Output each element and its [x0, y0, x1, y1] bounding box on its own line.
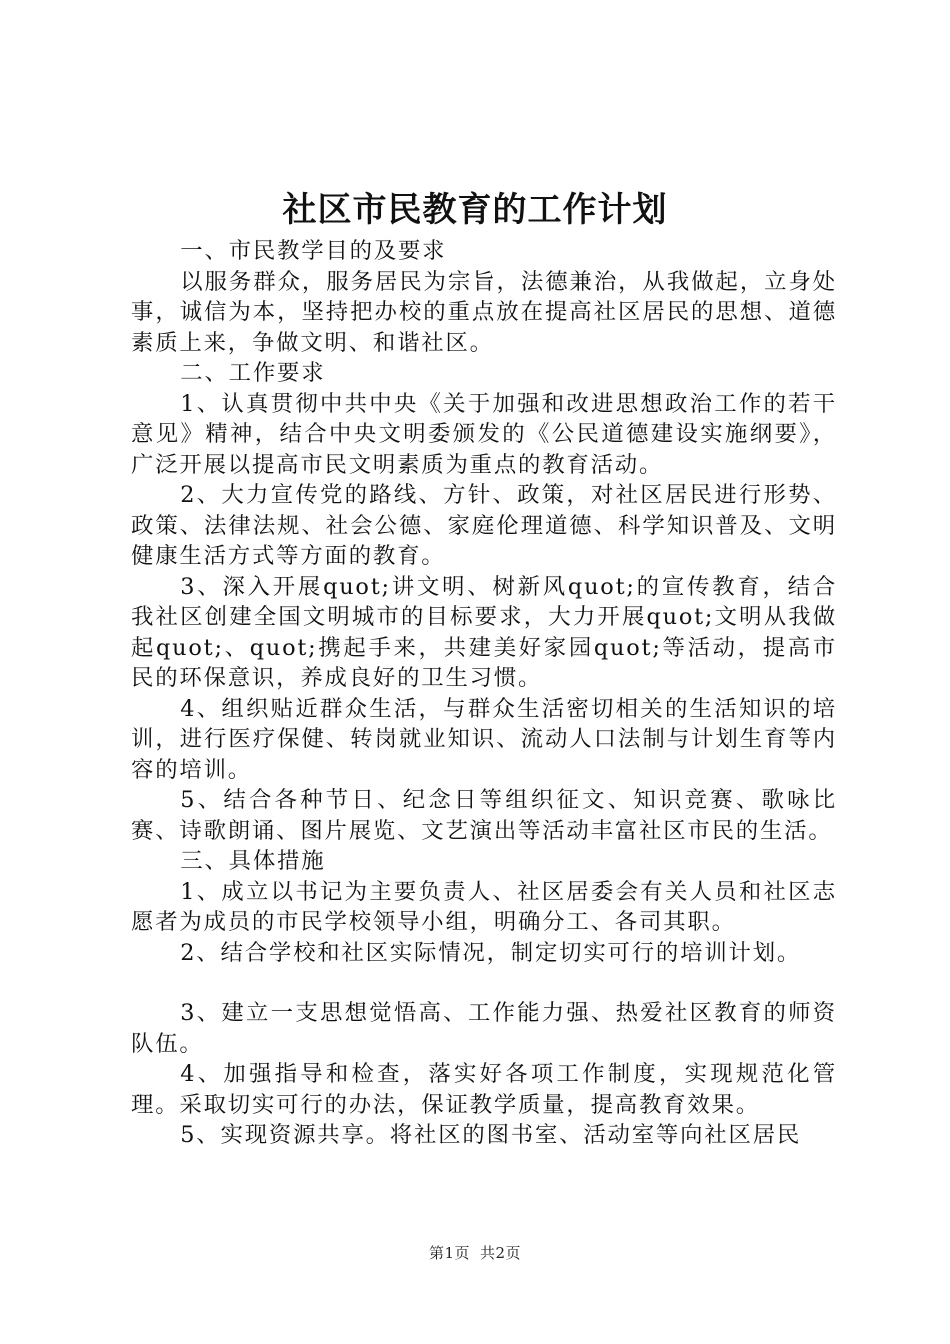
section-heading-2: 二、工作要求	[180, 360, 326, 386]
paragraph: 5、结合各种节日、纪念日等组织征文、知识竞赛、歌咏比赛、诗歌朗诵、图片展览、文艺演出等活动丰富社区市民的生活。	[131, 787, 837, 844]
paragraph: 2、结合学校和社区实际情况，制定切实可行的培训计划。	[180, 939, 802, 966]
document-body	[131, 236, 837, 1151]
paragraph: 3、深入开展quot;讲文明、树新风quot;的宣传教育，结合我社区创建全国文明城市的目标要求，大力开展quot;文明从我做起quot;、quot;携起手来，共建美好家园quot;等活动，提高市民的环保意识，养成良好的卫生习惯。	[131, 573, 837, 691]
section-heading-1: 一、市民教学目的及要求	[180, 238, 447, 264]
paragraph: 3、建立一支思想觉悟高、工作能力强、热爱社区教育的师资队伍。	[131, 1000, 837, 1057]
page-number: 第1页	[428, 1244, 470, 1262]
paragraph: 4、加强指导和检查，落实好各项工作制度，实现规范化管理。采取切实可行的办法，保证教学质量，提高教育效果。	[131, 1061, 837, 1118]
section-heading-3: 三、具体措施	[180, 848, 326, 874]
paragraph: 4、组织贴近群众生活，与群众生活密切相关的生活知识的培训，进行医疗保健、转岗就业知识、流动人口法制与计划生育等内容的培训。	[131, 695, 837, 783]
page-footer	[0, 1243, 950, 1263]
paragraph: 1、成立以书记为主要负责人、社区居委会有关人员和社区志愿者为成员的市民学校领导小组，明确分工、各司其职。	[131, 878, 837, 935]
paragraph: 2、大力宣传党的路线、方针、政策，对社区居民进行形势、政策、法律法规、社会公德、家庭伦理道德、科学知识普及、文明健康生活方式等方面的教育。	[131, 482, 837, 569]
paragraph: 5、实现资源共享。将社区的图书室、活动室等向社区居民	[180, 1122, 802, 1148]
document-title: 社区市民教育的工作计划	[282, 190, 668, 230]
page-total: 共2页	[480, 1244, 522, 1262]
paragraph: 以服务群众，服务居民为宗旨，法德兼治，从我做起，立身处事，诚信为本，坚持把办校的重点放在提高社区居民的思想、道德素质上来，争做文明、和谐社区。	[131, 268, 837, 356]
paragraph: 1、认真贯彻中共中央《关于加强和改进思想政治工作的若干意见》精神，结合中央文明委颁发的《公民道德建设实施纲要》，广泛开展以提高市民文明素质为重点的教育活动。	[131, 390, 837, 478]
